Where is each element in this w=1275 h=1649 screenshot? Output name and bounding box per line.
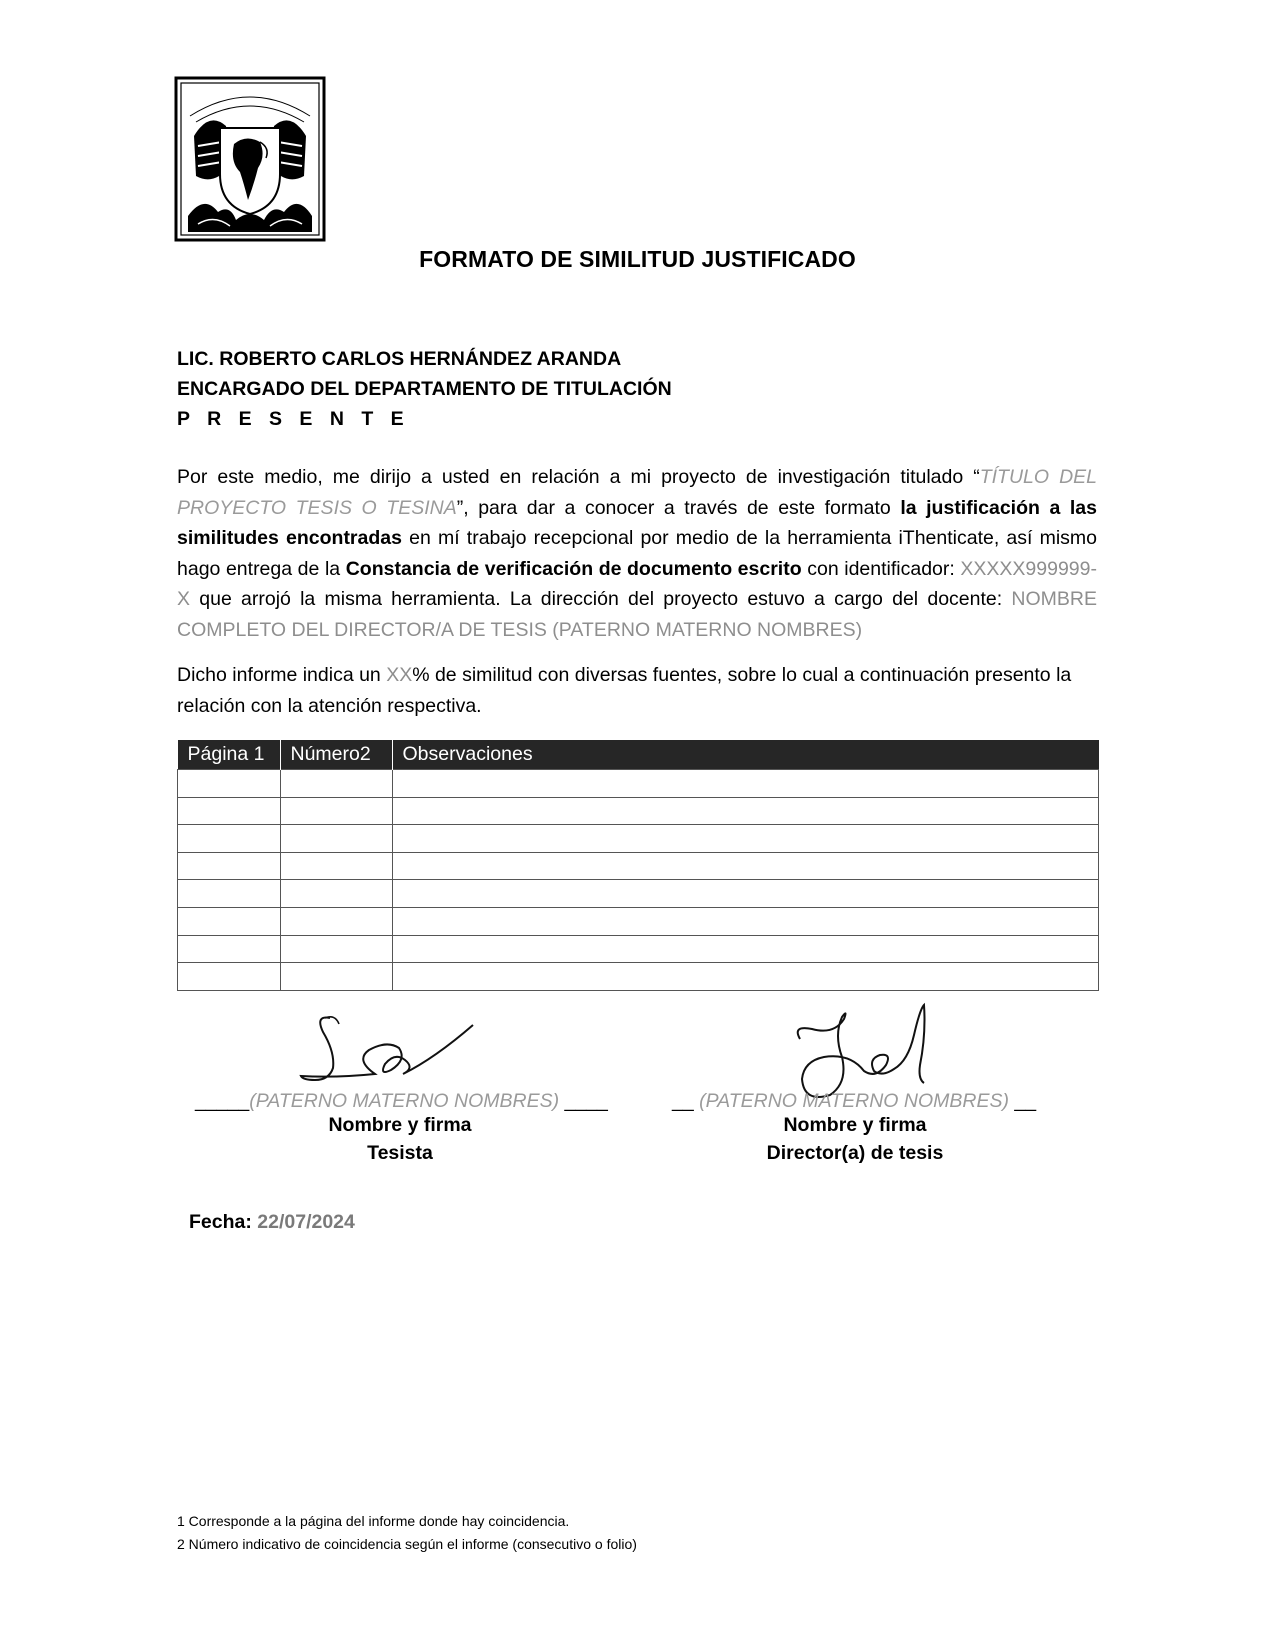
table-cell[interactable] [280, 825, 392, 853]
table-cell[interactable] [280, 880, 392, 908]
footnote-1: 1 Corresponde a la página del informe donde hay coincidencia. [177, 1513, 570, 1529]
para1-text-4: con identificador: [801, 557, 961, 580]
para2-text-1: Dicho informe indica un [177, 664, 387, 686]
table-cell[interactable] [178, 880, 281, 908]
addressee-position: ENCARGADO DEL DEPARTAMENTO DE TITULACIÓN [177, 378, 672, 400]
table-cell[interactable] [392, 770, 1099, 798]
observations-table [177, 740, 1099, 991]
para1-text-2: ”, para dar a conocer a través de este formato [456, 496, 901, 519]
header-numero: Número2 [280, 740, 392, 770]
header-pagina: Página 1 [178, 740, 281, 770]
table-row [178, 770, 1099, 798]
header-observaciones: Observaciones [392, 740, 1099, 770]
para1-bold-1: la justificación a las similitudes encontradas [177, 496, 1097, 549]
student-underline-left: _____ [195, 1090, 250, 1112]
table-cell[interactable] [280, 935, 392, 963]
table-row [178, 852, 1099, 880]
table-cell[interactable] [280, 852, 392, 880]
student-caption-line2: Tesista [367, 1142, 433, 1164]
body-paragraph-1 [177, 462, 1097, 645]
table-cell[interactable] [392, 797, 1099, 825]
director-name-line [672, 1090, 1036, 1113]
student-name-line [195, 1090, 608, 1113]
project-title-placeholder: TÍTULO DEL PROYECTO TESIS O TESINA [177, 466, 1097, 519]
para2-text-2: % de similitud con diversas fuentes, sobre lo cual a continuación presento la relación con la atención respectiva. [177, 664, 1072, 717]
director-signature [790, 995, 960, 1105]
table-header-row [178, 740, 1099, 770]
table-cell[interactable] [178, 770, 281, 798]
table-row [178, 935, 1099, 963]
para1-text-1: Por este medio, me dirijo a usted en relación a mi proyecto de investigación titulado “ [177, 466, 980, 488]
table-cell[interactable] [392, 907, 1099, 935]
table-cell[interactable] [392, 935, 1099, 963]
footnote-2: 2 Número indicativo de coincidencia según el informe (consecutivo o folio) [177, 1536, 637, 1552]
addressee-block [177, 344, 672, 434]
student-underline-right: ____ [559, 1090, 608, 1112]
table-row [178, 880, 1099, 908]
director-caption-line1: Nombre y firma [783, 1114, 927, 1136]
table-cell[interactable] [280, 770, 392, 798]
para1-text-5: que arrojó la misma herramienta. La dirección del proyecto estuvo a cargo del docente: [190, 588, 1012, 610]
table-cell[interactable] [178, 935, 281, 963]
document-title: FORMATO DE SIMILITUD JUSTIFICADO [419, 246, 856, 272]
student-caption-line1: Nombre y firma [328, 1114, 472, 1136]
para1-bold-2: Constancia de verificación de documento escrito [345, 557, 802, 580]
identifier-placeholder: XXXXX999999-X [177, 557, 1097, 610]
table-cell[interactable] [178, 963, 281, 991]
student-caption [290, 1111, 510, 1167]
table-cell[interactable] [280, 797, 392, 825]
footnotes [177, 1510, 637, 1556]
addressee-name: LIC. ROBERTO CARLOS HERNÁNDEZ ARANDA [177, 348, 622, 370]
body-paragraph-2 [177, 660, 1097, 721]
table-cell[interactable] [178, 797, 281, 825]
director-caption [735, 1111, 975, 1167]
table-row [178, 797, 1099, 825]
director-caption-line2: Director(a) de tesis [766, 1142, 944, 1164]
director-name-placeholder: (PATERNO MATERNO NOMBRES) [699, 1090, 1009, 1112]
table-cell[interactable] [178, 852, 281, 880]
percent-placeholder: XX [386, 664, 413, 686]
date-field [189, 1211, 355, 1234]
table-cell[interactable] [392, 880, 1099, 908]
director-placeholder: NOMBRE COMPLETO DEL DIRECTOR/A DE TESIS (PATERNO MATERNO NOMBRES) [177, 588, 1097, 641]
table-cell[interactable] [392, 825, 1099, 853]
date-label: Fecha: [189, 1211, 252, 1233]
table-cell[interactable] [392, 963, 1099, 991]
table-row [178, 907, 1099, 935]
table-cell[interactable] [280, 907, 392, 935]
director-underline-left: __ [672, 1090, 700, 1112]
para1-text-3: en mí trabajo recepcional por medio de la herramienta iThenticate, así mismo hago entrega de la [177, 527, 1097, 580]
table-cell[interactable] [178, 825, 281, 853]
date-value: 22/07/2024 [257, 1211, 355, 1233]
table-row [178, 963, 1099, 991]
table-cell[interactable] [178, 907, 281, 935]
director-underline-right: __ [1008, 1090, 1037, 1112]
student-name-placeholder: (PATERNO MATERNO NOMBRES) [249, 1090, 560, 1112]
unam-seal-logo [174, 76, 326, 242]
table-cell[interactable] [280, 963, 392, 991]
table-cell[interactable] [392, 852, 1099, 880]
table-row [178, 825, 1099, 853]
presente-label: P R E S E N T E [177, 408, 410, 430]
student-signature [295, 1010, 495, 1090]
